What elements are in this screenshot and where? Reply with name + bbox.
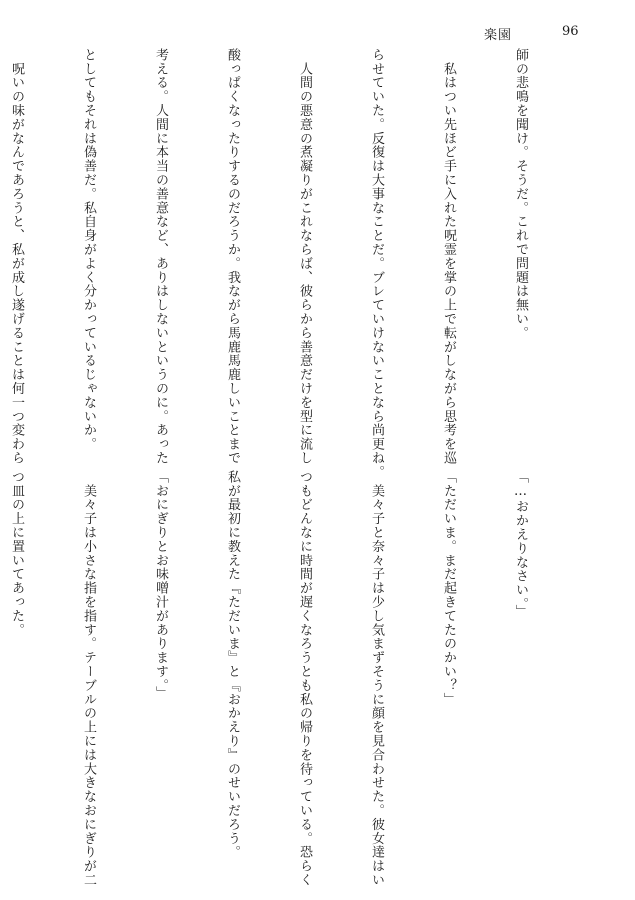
dialogue-line: 「おにぎりとお味噌汁があります。」 bbox=[153, 470, 168, 700]
text-line: 考える。人間に本当の善意など、ありはしないというのに。あった bbox=[153, 48, 168, 465]
text-line: 私はつい先ほど手に入れた呪霊を掌の上で転がしながら思考を巡 bbox=[441, 48, 456, 465]
lower-text-block bbox=[9, 470, 580, 887]
dialogue-line: 「…おかえりなさい。」 bbox=[513, 470, 528, 619]
page-number: 96 bbox=[562, 24, 579, 39]
text-line: 人間の悪意の煮凝りがこれならば、彼らから善意だけを型に流し bbox=[297, 48, 312, 465]
text-line: 呪いの味がなんであろうと、私が成し遂げることは何一つ変わら bbox=[9, 48, 24, 465]
text-line: つ皿の上に置いてあった。 bbox=[9, 470, 24, 637]
page-header bbox=[0, 24, 635, 46]
text-line: 私が最初に教えた『ただいま』と『おかえり』のせいだろう。 bbox=[225, 470, 240, 860]
text-line: 美々子と奈々子は少し気まずそうに顔を見合わせた。彼女達はい bbox=[369, 470, 384, 887]
upper-text-block bbox=[9, 48, 580, 479]
text-line: 美々子は小さな指を指す。テーブルの上には大きなおにぎりが二 bbox=[81, 470, 96, 887]
text-line: 師の悲鳴を聞け。そうだ。これで問題は無い。 bbox=[513, 48, 528, 340]
text-line: つもどんなに時間が遅くなろうとも私の帰りを待っている。恐らく bbox=[297, 470, 312, 887]
running-title: 楽園 bbox=[484, 28, 513, 43]
dialogue-line: 「ただいま。まだ起きてたのかい？」 bbox=[441, 470, 456, 707]
text-line: 酸っぱくなったりするのだろうか。我ながら馬鹿馬鹿しいことまで bbox=[225, 48, 240, 465]
text-line: としてもそれは偽善だ。私自身がよく分かっているじゃないか。 bbox=[81, 48, 96, 452]
text-line: らせていた。反復は大事なことだ。ブレていけないことなら尚更ね。 bbox=[369, 48, 384, 479]
